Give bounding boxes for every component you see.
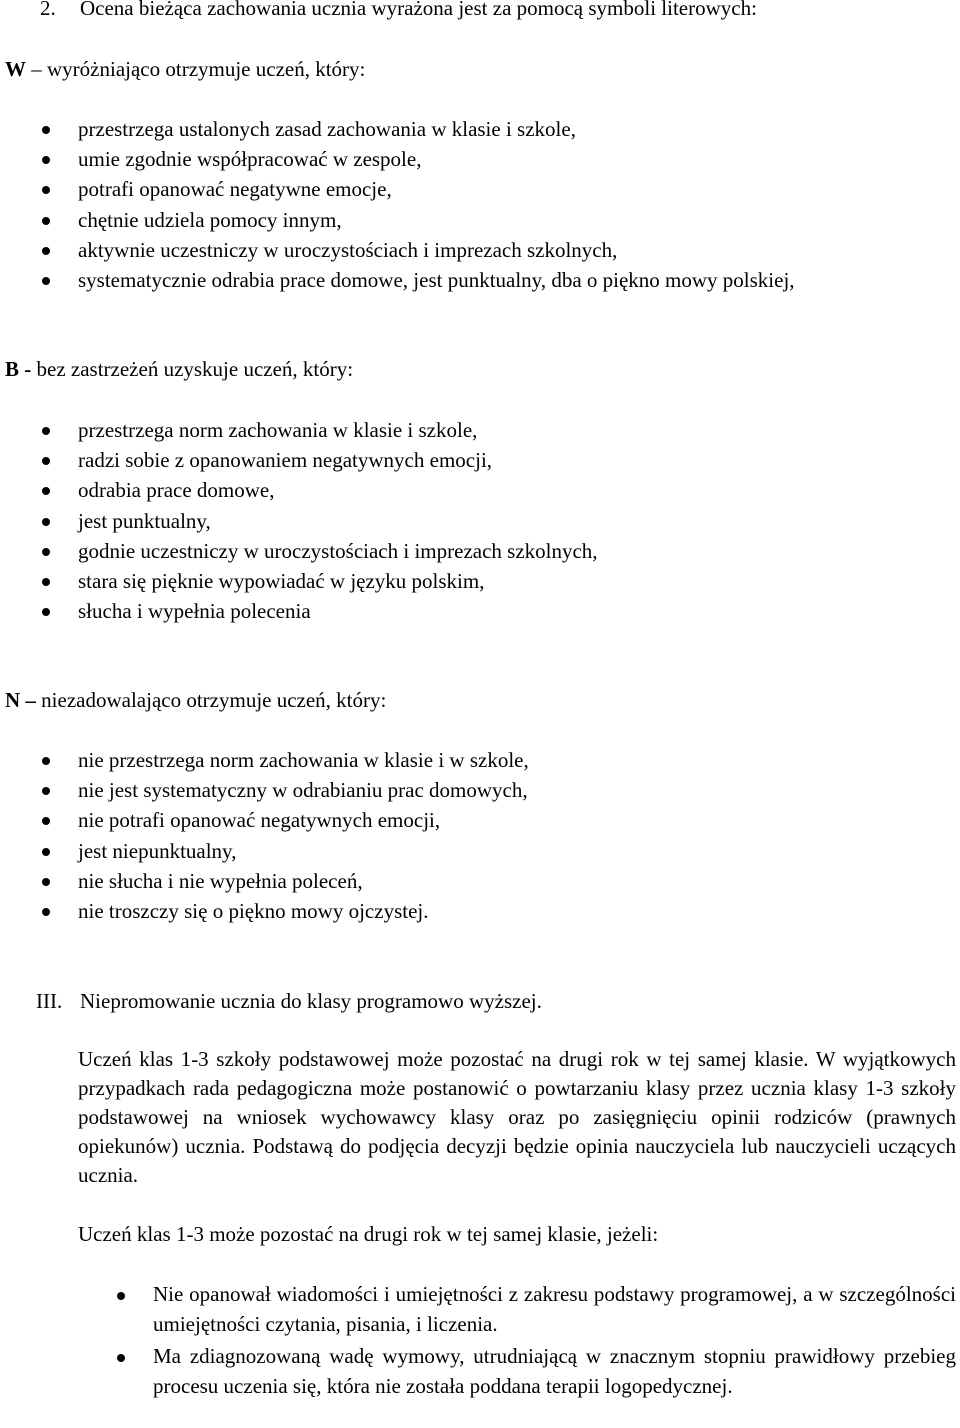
list-item (0, 566, 598, 596)
bullet-icon (42, 457, 50, 465)
bullet-icon (117, 1354, 125, 1362)
list-item-text: słucha i wypełnia polecenia (78, 599, 311, 624)
list-item (0, 1342, 956, 1401)
bullet-icon (42, 787, 50, 795)
bullet-icon (42, 548, 50, 556)
bullet-icon (42, 186, 50, 194)
bullet-icon (42, 487, 50, 495)
section-w-list (0, 114, 795, 295)
bullet-icon (42, 126, 50, 134)
list-item (0, 596, 598, 626)
list-item (0, 1280, 956, 1339)
list-item-text: nie słucha i nie wypełnia poleceń, (78, 868, 363, 893)
list-item (0, 114, 795, 144)
list-item-text: jest punktualny, (78, 508, 211, 533)
list-item-text: przestrzega norm zachowania w klasie i szkole, (78, 418, 478, 442)
list-item-text: aktywnie uczestniczy w uroczystościach i imprezach szkolnych, (78, 237, 618, 262)
list-item-text: odrabia prace domowe, (78, 478, 275, 503)
heading-number: 2. (40, 0, 56, 20)
list-item (0, 896, 529, 926)
list-item-text: nie jest systematyczny w odrabianiu prac domowych, (78, 778, 528, 803)
section-b-list (0, 415, 598, 626)
list-item (0, 235, 795, 265)
list-item-text: systematycznie odrabia prace domowe, jest punktualny, dba o piękno mowy polskiej, (78, 267, 795, 292)
bullet-icon (42, 848, 50, 856)
section-iii-title: Niepromowanie ucznia do klasy programowo wyższej. (80, 989, 542, 1013)
section-b-heading (5, 355, 353, 384)
list-item (0, 205, 795, 235)
list-item-text: Nie opanował wiadomości i umiejętności z zakresu podstawy programowej, a w szczególności umiejętności czytania, pisania, i liczenia. (153, 1282, 956, 1336)
bullet-icon (42, 578, 50, 586)
section-iii-number: III. (36, 989, 63, 1013)
bullet-icon (117, 1292, 125, 1300)
conditions-list (0, 1280, 956, 1404)
list-item (0, 174, 795, 204)
section-n-list (0, 745, 529, 926)
list-item-text: radzi sobie z opanowaniem negatywnych emocji, (78, 448, 493, 473)
list-item (0, 866, 529, 896)
list-item (0, 144, 795, 174)
bullet-icon (42, 608, 50, 616)
list-item-text: jest niepunktualny, (78, 838, 237, 863)
list-item (0, 536, 598, 566)
list-item-text: godnie uczestniczy w uroczystościach i imprezach szkolnych, (78, 538, 598, 563)
list-item (0, 805, 529, 835)
list-item (0, 745, 529, 775)
section-n-symbol: N – (5, 688, 36, 712)
list-item-text: stara się pięknie wypowiadać w języku polskim, (78, 568, 485, 593)
section-w-intro: – wyróżniająco otrzymuje uczeń, który: (31, 57, 366, 81)
list-item (0, 265, 795, 295)
heading-text: Ocena bieżąca zachowania ucznia wyrażona jest za pomocą symboli literowych: (80, 0, 757, 20)
section-b-intro: bez zastrzeżeń uzyskuje uczeń, który: (36, 357, 354, 381)
list-item-text: nie potrafi opanować negatywnych emocji, (78, 808, 441, 833)
section-w-heading (5, 55, 365, 84)
list-item (0, 775, 529, 805)
list-item-text: nie przestrzega norm zachowania w klasie i w szkole, (78, 748, 529, 772)
bullet-icon (42, 427, 50, 435)
bullet-icon (42, 878, 50, 886)
bullet-icon (42, 277, 50, 285)
list-item-text: Ma zdiagnozowaną wadę wymowy, utrudniającą w znacznym stopniu prawidłowy przebieg procesu uczenia się, która nie została poddana terapii logopedycznej. (153, 1344, 956, 1398)
bullet-icon (42, 217, 50, 225)
list-item-text: przestrzega ustalonych zasad zachowania w klasie i szkole, (78, 117, 576, 141)
list-item-text: nie troszczy się o piękno mowy ojczystej. (78, 898, 429, 923)
bullet-icon (42, 518, 50, 526)
list-item-text: chętnie udziela pomocy innym, (78, 207, 342, 232)
section-iii-paragraph-2: Uczeń klas 1-3 może pozostać na drugi rok w tej samej klasie, jeżeli: (78, 1222, 659, 1246)
section-n-heading (5, 686, 386, 715)
list-item-text: umie zgodnie współpracować w zespole, (78, 147, 422, 172)
bullet-icon (42, 757, 50, 765)
list-item-text: potrafi opanować negatywne emocje, (78, 177, 392, 202)
section-iii-paragraph-1: Uczeń klas 1-3 szkoły podstawowej może pozostać na drugi rok w tej samej klasie. W wyjątkowych przypadkach rada pedagogiczna może postanowić o powtarzaniu klasy przez ucznia klasy 1-3 szkoły podstawowej na wniosek wychowawcy klasy oraz po zasięgnięciu opinii rodziców (prawnych opiekunów) ucznia. Podstawą do podjęcia decyzji będzie opinia nauczyciela lub nauczycieli uczących ucznia. (78, 1047, 956, 1187)
list-item (0, 836, 529, 866)
section-b-symbol: B - (5, 357, 32, 381)
list-item (0, 445, 598, 475)
section-w-symbol: W (5, 57, 26, 81)
section-n-intro: niezadowalająco otrzymuje uczeń, który: (41, 688, 387, 712)
list-item (0, 415, 598, 445)
list-item (0, 475, 598, 505)
bullet-icon (42, 817, 50, 825)
bullet-icon (42, 908, 50, 916)
bullet-icon (42, 156, 50, 164)
bullet-icon (42, 247, 50, 255)
list-item (0, 506, 598, 536)
